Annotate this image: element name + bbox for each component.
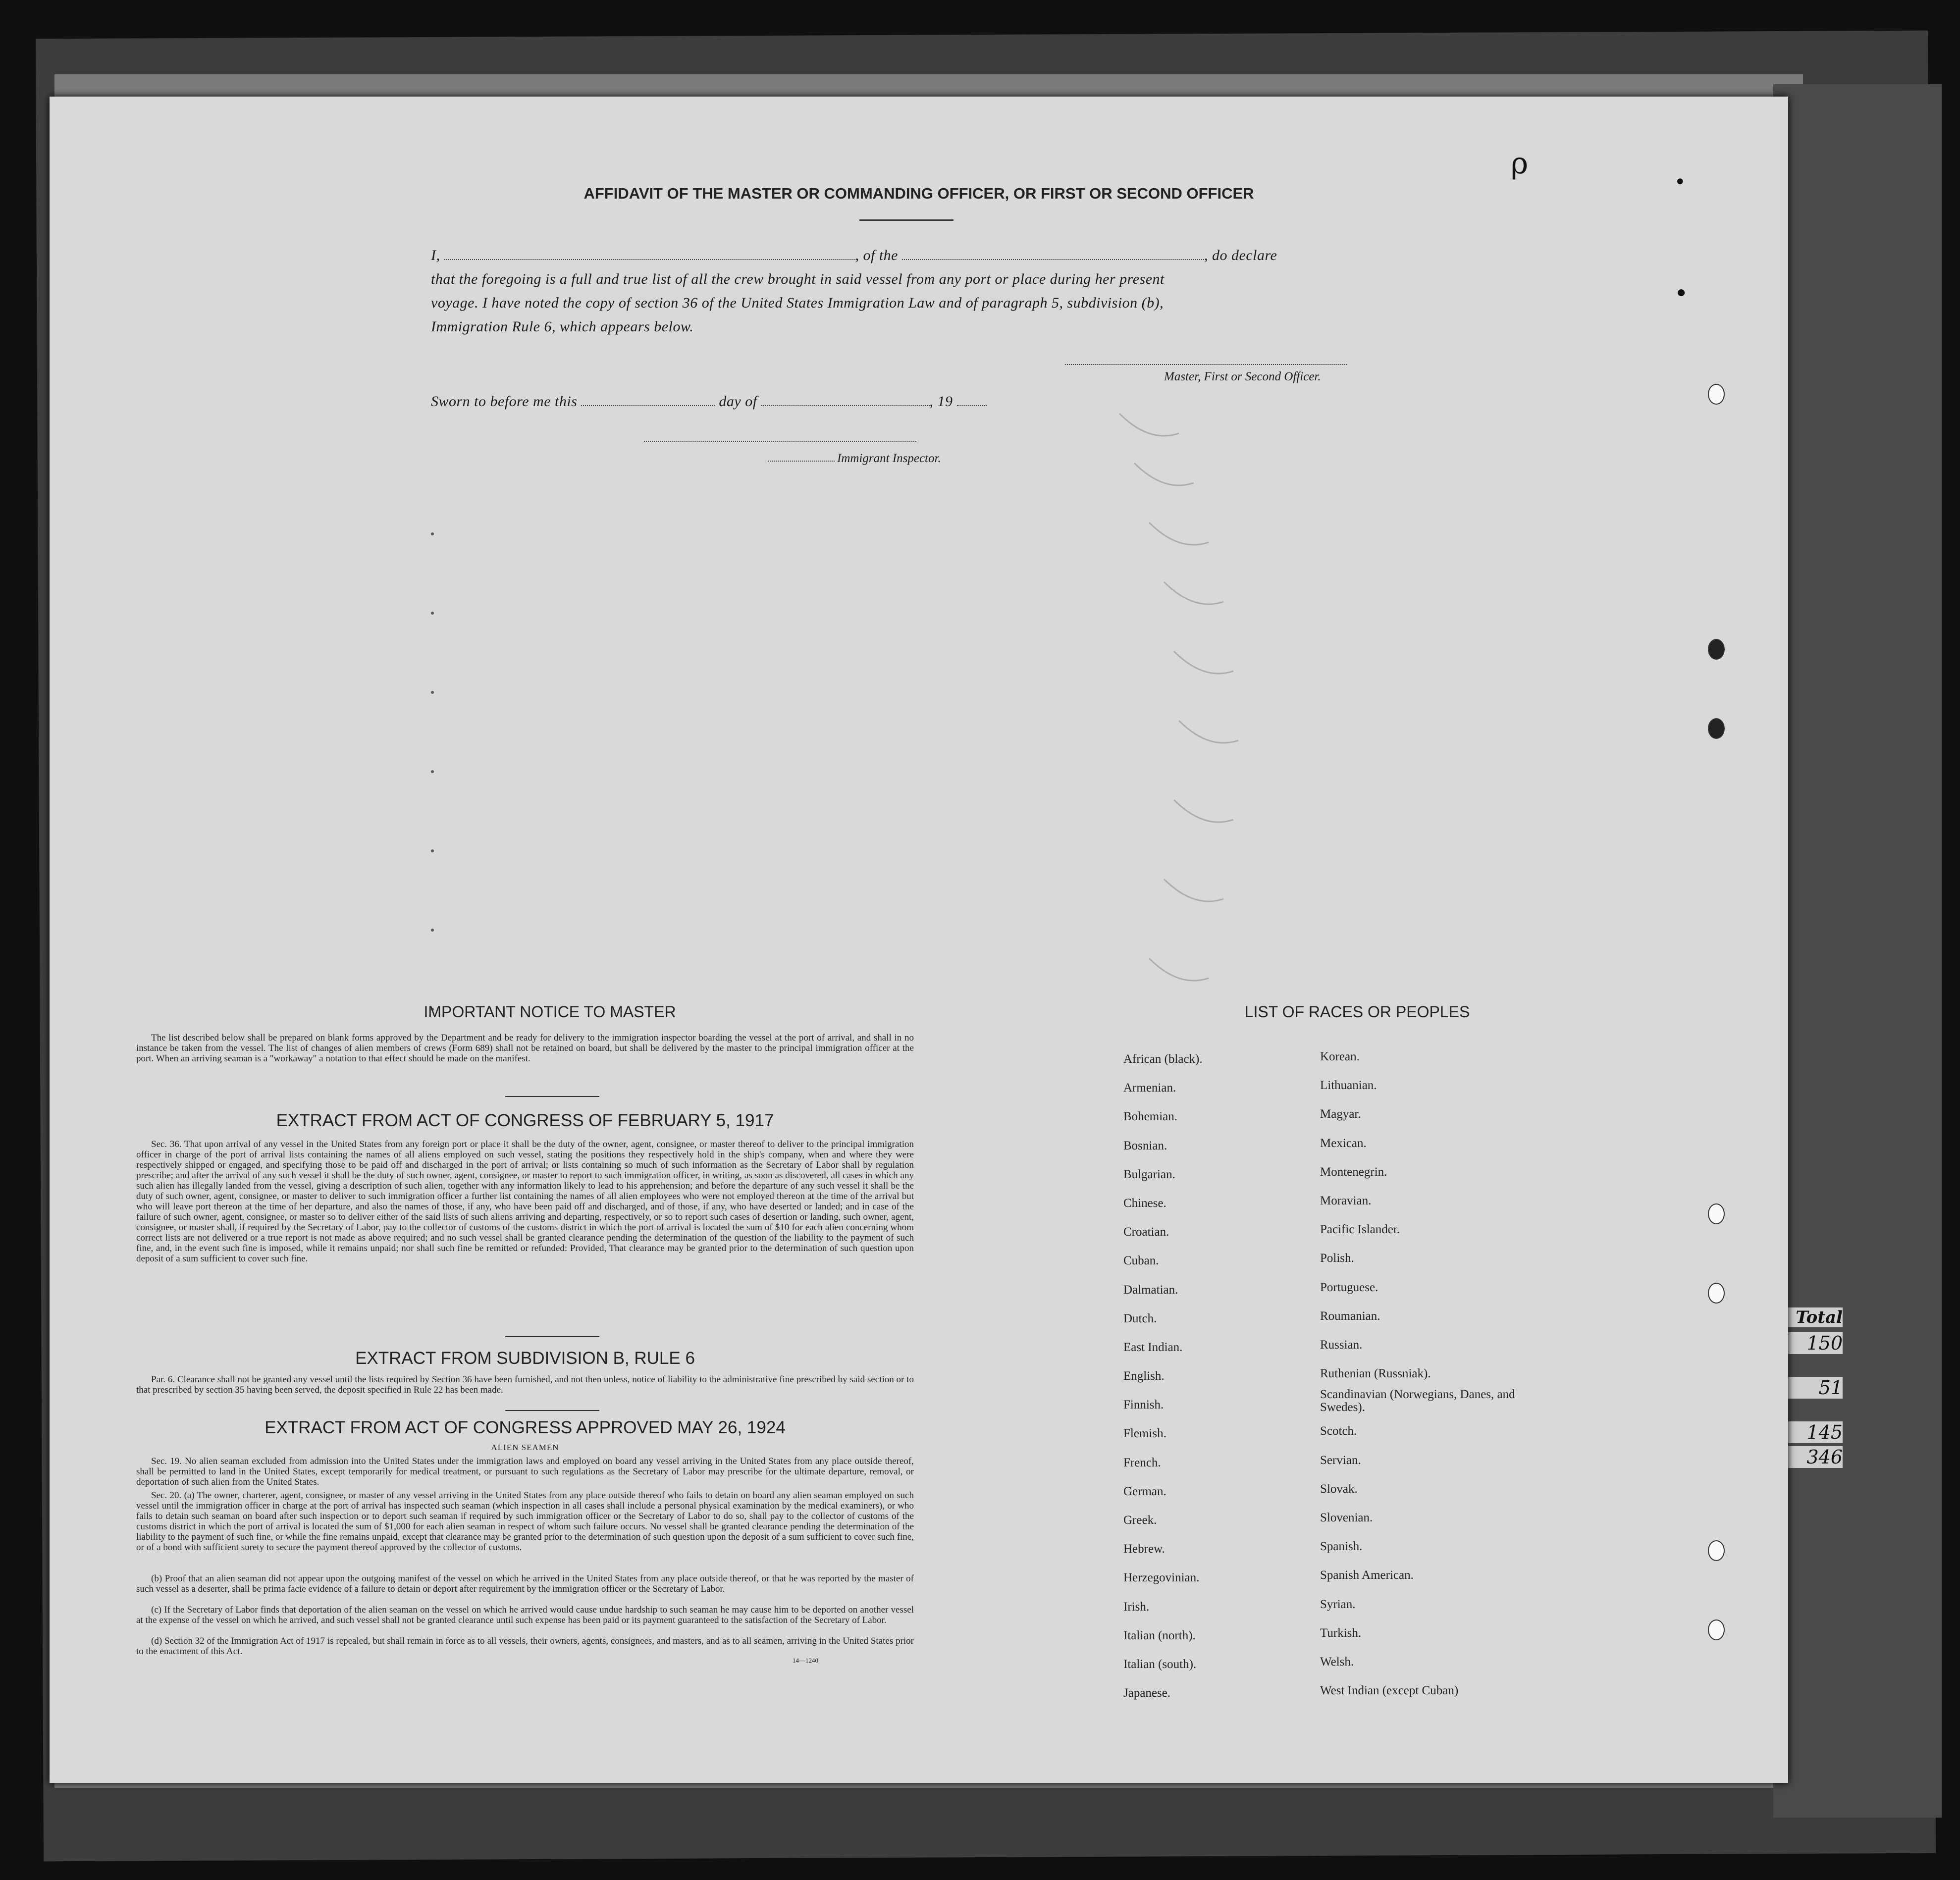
race-item: Russian. (1320, 1338, 1363, 1352)
inspector-line (644, 441, 916, 442)
sworn-text: Sworn to before me this (431, 393, 578, 410)
race-item: Korean. (1320, 1050, 1360, 1063)
race-item: Welsh. (1320, 1655, 1354, 1669)
punch-hole (1708, 639, 1725, 660)
affidavit-line-1 (431, 245, 1441, 266)
extract-1924-subtitle: ALIEN SEAMEN (491, 1443, 559, 1452)
race-item: Scotch. (1320, 1424, 1357, 1438)
margin-mark (431, 612, 434, 615)
punch-hole (1708, 1283, 1725, 1304)
race-item: Lithuanian. (1320, 1079, 1377, 1093)
races-column-2 (1320, 1043, 1553, 1705)
race-item: Pacific Islander. (1320, 1223, 1400, 1237)
race-item: Mexican. (1320, 1136, 1367, 1150)
name-blank (444, 259, 855, 260)
affidavit-declare: , do declare (1204, 247, 1277, 263)
race-item: Italian (north). (1123, 1628, 1196, 1642)
punch-hole (1708, 1203, 1725, 1224)
races-title: LIST OF RACES OR PEOPLES (1244, 1003, 1470, 1021)
race-item: Finnish. (1123, 1398, 1164, 1412)
extract-1917-text: Sec. 36. That upon arrival of any vessel in the United States from any foreign port or place it shall be the duty of the owner, agent, consignee, or master thereof to deliver to the principal immigration officer in charge of the port of arrival lists containing the names of all aliens employed on such vessel, stating the positions they respectively hold in the ship's company, when and where they were respectively shipped or engaged, and specifying those to be paid off and discharged in the port of arrival; or lists containing so much of such information as the Secretary of Labor shall by regulation prescribe; and after the arrival of any such vessel it shall be the duty of such owner, agent, consignee, or master to report to such immigration officer, in writing, as soon as discovered, all cases in which any such alien has illegally landed from the vessel, giving a description of such alien, together with any information likely to lead to his apprehension; and before the departure of any such vessel it shall be the duty of such owner, agent, consignee, or master to deliver to such immigration officer a further list containing the names of all alien employees who were not employed thereon at the time of the arrival but who will leave port thereon at the time of her departure, and also the names of those, if any, who have been paid off and discharged, and of those, if any, who have deserted or landed; and in case of the failure of such owner, agent, consignee, or master so to deliver either of the said lists of such aliens arriving and departing, respectively, or so to report such cases of desertion or landing, such owner, agent, consignee, or master shall, if required by the Secretary of Labor, pay to the collector of customs of the customs district in which the port of arrival is located the sum of $10 for each alien concerning whom correct lists are not delivered or a true report is not made as above required; and no such vessel shall be granted clearance pending the determination of the question of the liability to the payment of such fine, and, in the event such fine is imposed, while it remains unpaid; nor shall such fine be remitted or refunded: Provided, That clearance may be granted prior to the determination of such question upon deposit of a sum sufficient to cover such fine. (136, 1139, 914, 1264)
margin-mark (431, 532, 434, 535)
race-item: West Indian (except Cuban) (1320, 1684, 1459, 1698)
divider (859, 219, 954, 221)
bleed-through-marks (1090, 394, 1337, 1137)
race-item: African (black). (1123, 1052, 1203, 1066)
ink-mark: • (1674, 171, 1686, 194)
race-item: Hebrew. (1123, 1542, 1165, 1556)
punch-hole (1708, 1540, 1725, 1561)
race-item: Turkish. (1320, 1626, 1362, 1640)
race-item: Bohemian. (1123, 1110, 1178, 1124)
year-text: , 19 (929, 393, 953, 410)
affidavit-line-2: that the foregoing is a full and true list of all the crew brought in said vessel from any port or place during her present (431, 271, 1165, 287)
race-item: Cuban. (1123, 1254, 1159, 1268)
ink-mark: ρ (1511, 146, 1529, 181)
inspector-label: Immigrant Inspector. (837, 452, 941, 465)
races-column-1 (1123, 1045, 1312, 1708)
race-item: East Indian. (1123, 1340, 1183, 1354)
race-item: Dutch. (1123, 1311, 1157, 1325)
margin-mark (431, 691, 434, 694)
race-item: Japanese. (1123, 1686, 1171, 1700)
race-item: English. (1123, 1369, 1165, 1383)
handwritten-number: 150 (1778, 1332, 1843, 1354)
ink-mark: • (1674, 280, 1689, 308)
handwritten-number: 346 (1778, 1446, 1843, 1468)
extract-1924-title: EXTRACT FROM ACT OF CONGRESS APPROVED MAY 26, 1924 (265, 1418, 786, 1437)
notice-text: The list described below shall be prepared on blank forms approved by the Department and be ready for delivery to the immigration inspector boarding the vessel at the port of arrival, and shall in no instance be taken from the vessel. The list of changes of alien members of crews (Form 689) shall not be retained on board, but shall be delivered by the master to the principal immigration officer at the port. When an arriving seaman is a "workaway" a notation to that effect should be made on the manifest. (136, 1033, 914, 1064)
signature-line (1065, 364, 1347, 365)
handwritten-number: 51 (1778, 1377, 1843, 1399)
race-item: Moravian. (1320, 1194, 1372, 1207)
margin-mark (431, 770, 434, 773)
extract-1917-title: EXTRACT FROM ACT OF CONGRESS OF FEBRUARY 5, 1917 (276, 1111, 774, 1130)
form-number: 14—1240 (793, 1657, 818, 1664)
race-item: Spanish. (1320, 1540, 1363, 1554)
punch-hole (1708, 718, 1725, 739)
punch-hole (1708, 384, 1725, 405)
divider (505, 1336, 599, 1337)
race-item: Chinese. (1123, 1196, 1166, 1210)
year-blank (957, 405, 987, 406)
form-page (50, 97, 1788, 1783)
race-item: Montenegrin. (1320, 1165, 1387, 1179)
race-item: Armenian. (1123, 1081, 1176, 1095)
race-item: Bosnian. (1123, 1139, 1167, 1152)
sec20a-text: Sec. 20. (a) The owner, charterer, agent, consignee, or master of any vessel arriving in the United States from any place outside thereof who fails to detain on board any alien seaman employed on such vessel until the immigration officer in charge at the port of arrival has inspected such seaman (which inspection in all cases shall include a personal physical examination by the medical examiners), or who fails to detain such seaman on board after such inspection or to deport such seaman if required by such immigration officer or the Secretary of Labor to do so, shall pay to the collector of customs of the customs district in which the port of arrival is located the sum of $1,000 for each alien seaman in respect of whom such failure occurs. No vessel shall be granted clearance pending the determination of the liability to the payment of such fine, or while the fine remains unpaid, except that clearance may be granted prior to the determination of such question upon the deposit of a sum sufficient to cover such fine, or of a bond with sufficient surety to secure the payment thereof approved by the collector of customs. (136, 1490, 914, 1553)
sec20b-text: (b) Proof that an alien seaman did not appear upon the outgoing manifest of the vessel on which he arrived in the United States from any place outside thereof, or that he was reported by the master of such vessel as a deserter, shall be prima facie evidence of a failure to detain or deport after requirement by the immigration officer or the Secretary of Labor. (136, 1573, 914, 1594)
race-item: Magyar. (1320, 1107, 1361, 1121)
punch-hole (1708, 1619, 1725, 1640)
divider (505, 1096, 599, 1097)
day-of-text: day of (719, 393, 757, 410)
race-item: Syrian. (1320, 1597, 1356, 1611)
sec20d-text: (d) Section 32 of the Immigration Act of 1917 is repealed, but shall remain in force as to all vessels, their owners, agents, consignees, and masters, and as to all seamen, arriving in the United States prior to the enactment of this Act. (136, 1636, 914, 1657)
race-item: Slovenian. (1320, 1511, 1373, 1524)
race-item: Croatian. (1123, 1225, 1169, 1239)
race-item: Bulgarian. (1123, 1167, 1175, 1181)
race-item: Slovak. (1320, 1482, 1358, 1496)
affidavit-i: I, (431, 247, 440, 263)
affidavit-line-4: Immigration Rule 6, which appears below. (431, 318, 694, 335)
month-blank (761, 405, 930, 406)
signature-label: Master, First or Second Officer. (1164, 370, 1321, 383)
race-item: Scandinavian (Norwegians, Danes, and Swedes). (1320, 1388, 1515, 1414)
sec20c-text: (c) If the Secretary of Labor finds that deportation of the alien seaman on the vessel on which he arrived would cause undue hardship to such seaman he may cause him to be deported on another vessel at the expense of the vessel on which he arrived, and such vessel shall not be granted clearance until such expense has been paid or its payment guaranteed to the satisfaction of the Secretary of Labor. (136, 1605, 914, 1625)
divider (505, 1410, 599, 1411)
race-item: Spanish American. (1320, 1568, 1414, 1582)
race-item: Italian (south). (1123, 1657, 1197, 1671)
race-item: Servian. (1320, 1453, 1361, 1467)
race-item: French. (1123, 1456, 1161, 1469)
affidavit-title: AFFIDAVIT OF THE MASTER OR COMMANDING OFFICER, OR FIRST OR SECOND OFFICER (583, 185, 1254, 202)
notice-title: IMPORTANT NOTICE TO MASTER (424, 1003, 676, 1021)
inspector-line-short (768, 461, 835, 462)
vessel-blank (902, 259, 1204, 260)
race-item: Dalmatian. (1123, 1283, 1178, 1297)
margin-mark (431, 849, 434, 852)
total-label: Total (1778, 1307, 1843, 1327)
race-item: Ruthenian (Russniak). (1320, 1367, 1431, 1381)
affidavit-of: , of the (855, 247, 898, 263)
race-item: Portuguese. (1320, 1280, 1378, 1294)
race-item: Greek. (1123, 1514, 1157, 1527)
affidavit-line-3: voyage. I have noted the copy of section 36 of the United States Immigration Law and of paragraph 5, subdivision (b), (431, 295, 1164, 311)
extract-rule6-text: Par. 6. Clearance shall not be granted any vessel until the lists required by Section 36 have been furnished, and not then unless, notice of liability to the administrative fine prescribed by said section or to that prescribed by section 35 having been served, the deposit specified in Rule 22 has been made. (136, 1374, 914, 1395)
race-item: Polish. (1320, 1252, 1354, 1265)
day-blank (581, 405, 715, 406)
right-edge-sheet (1773, 84, 1942, 1818)
handwritten-number: 145 (1778, 1421, 1843, 1443)
race-item: Herzegovinian. (1123, 1571, 1200, 1585)
race-item: Flemish. (1123, 1427, 1166, 1441)
extract-rule6-title: EXTRACT FROM SUBDIVISION B, RULE 6 (355, 1349, 695, 1368)
race-item: Irish. (1123, 1600, 1150, 1614)
race-item: German. (1123, 1484, 1166, 1498)
sec19-text: Sec. 19. No alien seaman excluded from admission into the United States under the immigration laws and employed on board any vessel arriving in the United States from any place outside thereof, shall be permitted to land in the United States, except temporarily for medical treatment, or pursuant to such regulations as the Secretary of Labor may prescribe for the ultimate departure, removal, or deportation of such alien from the United States. (136, 1456, 914, 1487)
margin-mark (431, 929, 434, 932)
race-item: Roumanian. (1320, 1309, 1380, 1323)
